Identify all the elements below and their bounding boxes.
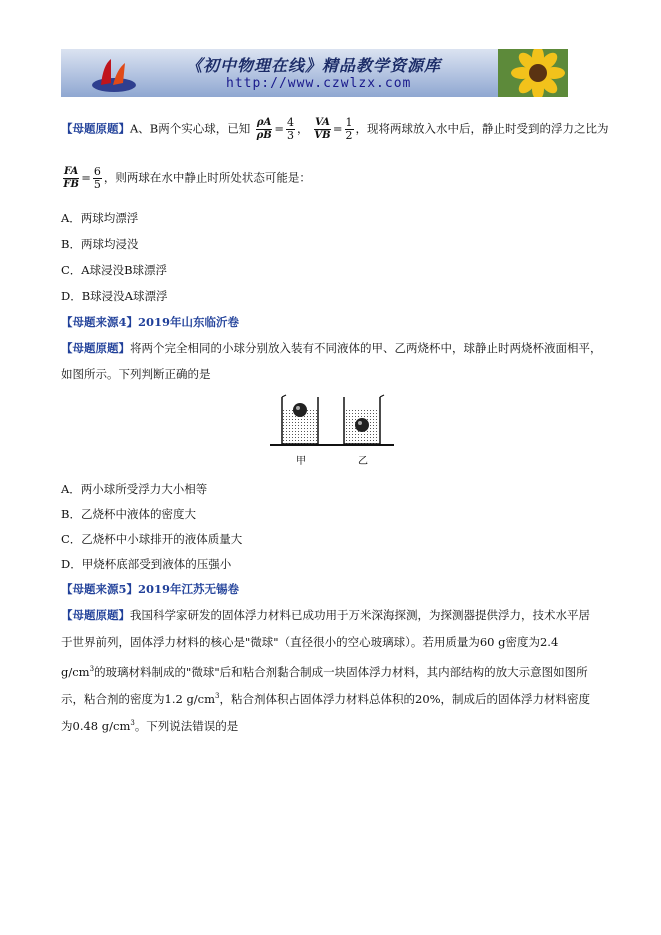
source-4-tag: 【母题来源4】 [61,315,139,329]
rho-ratio-fraction: $\frac{\rho A}{\rho B}$ [256,117,272,141]
q2-tag: 【母题原题】 [61,341,130,355]
q3-line1: 我国科学家研发的固体浮力材料已成功用于万米深海探测，为探测器提供浮力，技术水平居 [130,608,590,622]
q1-mid-text: ，现将两球放入水中后，静止时受到的浮力之比为 [355,121,609,136]
q3-stem-line2: 于世界前列，固体浮力材料的核心是"微球"（直径很小的空心玻璃球）。若用质量为60 g密度为2.4 [61,635,559,649]
q2-line1: 将两个完全相同的小球分别放入装有不同液体的甲、乙两烧杯中，球静止时两烧杯液面相平， [130,341,602,355]
beaker-jia [282,395,318,444]
source-5-tag: 【母题来源5】 [61,582,139,596]
header-banner [61,49,568,97]
source-5-text: 2019年江苏无锡卷 [138,582,240,596]
q1-option-b: B．两球均浸没 [61,237,139,251]
q2-stem-line2: 如图所示。下列判断正确的是 [61,367,211,381]
q2-stem-line1 [61,340,602,356]
q2-option-c: C．乙烧杯中小球排开的液体质量大 [61,532,243,546]
label-jia: 甲 [296,456,306,467]
q2-option-b: B．乙烧杯中液体的密度大 [61,507,196,521]
q3-stem-line1 [61,607,590,623]
q3-stem-line4: 示，粘合剂的密度为1.2 $g/cm^3$，粘合剂体积占固体浮力材料总体积的20%，制成后的固体浮力材料密度 [61,691,591,706]
q3-stem-line3: $g/cm^3$的玻璃材料制成的"微球"后和粘合剂黏合制成一块固体浮力材料，其内部结构的放大示意图如图所 [61,664,588,679]
q3-stem-line5: 为0.48 $g/cm^3$。下列说法错误的是 [61,718,239,733]
force-ratio-value: $\frac{6}{5}$ [93,165,101,191]
source-4-text: 2019年山东临沂卷 [138,315,240,329]
banner-title: 《初中物理在线》精品教学资源库 [186,56,442,75]
volume-ratio-fraction: $\frac{VA}{VB}$ [314,117,331,141]
q1-intro: A、B两个实心球，已知 [130,121,251,136]
q3-tag: 【母题原题】 [61,608,130,622]
ball-jia [293,403,307,417]
label-yi: 乙 [358,456,368,467]
q1-option-c: C．A球浸没B球漂浮 [61,263,168,277]
beaker-yi [344,395,384,444]
q2-option-a: A．两小球所受浮力大小相等 [61,482,208,496]
q1-tail-text: ，则两球在水中静止时所处状态可能是： [103,170,311,185]
banner-url: http://www.czwlzx.com [226,76,412,91]
ball-yi [355,418,369,432]
beakers-figure [270,394,394,468]
sunflower-icon [498,49,568,97]
source-4 [61,314,239,330]
q1-tag: 【母题原题】 [61,121,130,136]
logo-icon [89,55,139,95]
q1-option-a: A．两球均漂浮 [61,211,139,225]
q1-option-d: D．B球浸没A球漂浮 [61,289,168,303]
q1-stem-line2: $\frac{FA}{FB}$ = $\frac{6}{5}$ ，则两球在水中静止时所处状态可能是： [63,165,311,191]
q2-option-d: D．甲烧杯底部受到液体的压强小 [61,557,232,571]
source-5 [61,581,239,597]
volume-ratio-value: $\frac{1}{2}$ [345,116,353,142]
rho-ratio-value: $\frac{4}{3}$ [286,116,294,142]
q1-stem-line1: 【母题原题】A、B两个实心球，已知 $\frac{\rho A}{\rho B}$ = $\frac{4}{3}$ ， $\frac{VA}{VB}$ = $\frac{1}{2}$ ，现将两球放入水中后，静止时受到的浮力之比为 [61,116,609,142]
force-ratio-fraction: $\frac{FA}{FB}$ [63,166,79,190]
